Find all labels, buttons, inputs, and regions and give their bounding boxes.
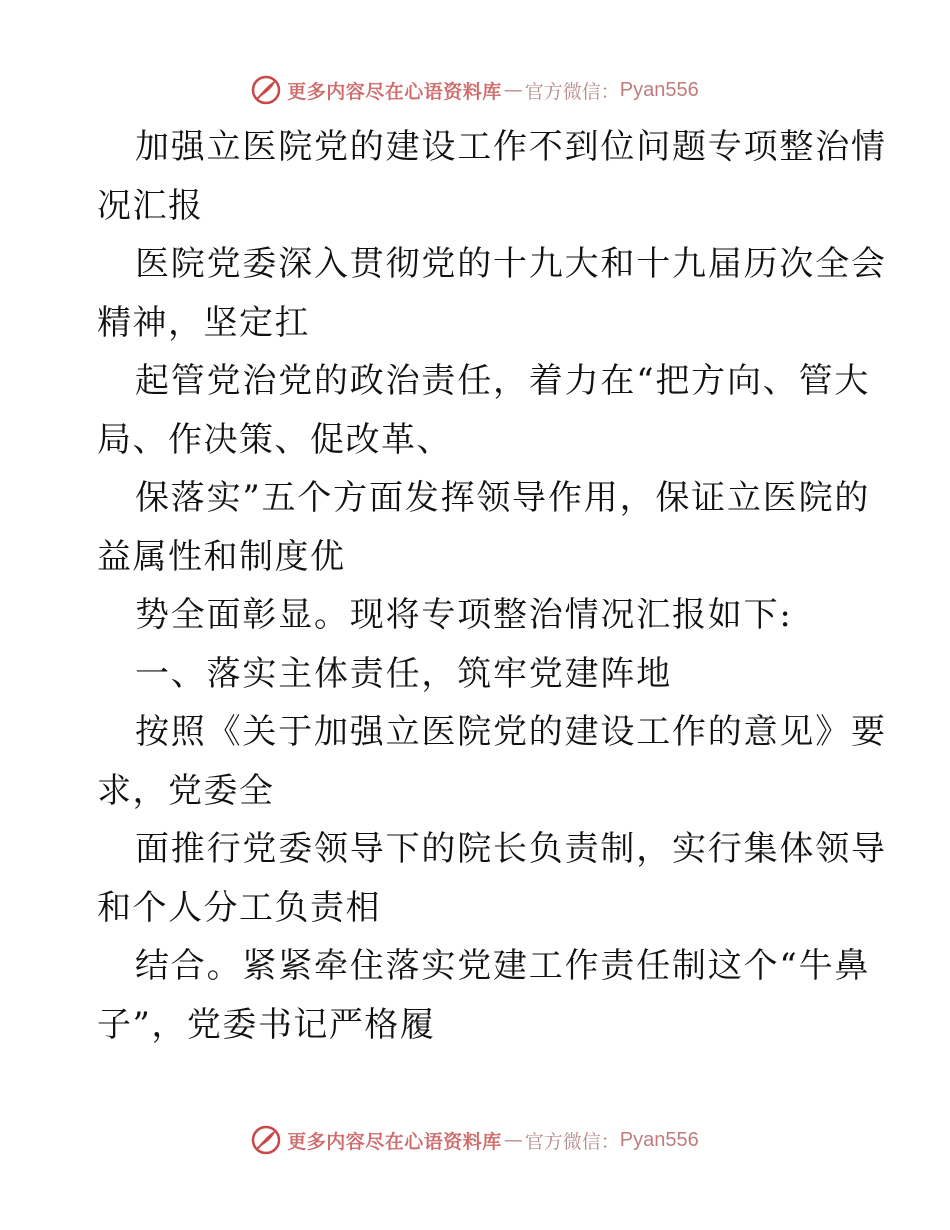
paragraph-line: 起管党治党的政治责任，着力在“把方向、管大 — [135, 361, 871, 401]
paragraph-line: 势全面彰显。现将专项整治情况汇报如下: — [135, 595, 793, 635]
promo-text: 更多内容尽在心语资料库 — [287, 1130, 502, 1153]
separator-dash: — — [503, 79, 523, 101]
paragraph-line: 面推行党委领导下的院长负责制，实行集体领导 — [135, 829, 887, 869]
header-watermark-banner — [0, 70, 950, 110]
wechat-id: Pyan556 — [619, 78, 699, 101]
paragraph-line: 和个人分工负责相 — [97, 887, 381, 928]
paragraph-line: 子”，党委书记严格履 — [97, 1004, 436, 1045]
separator-dash: — — [503, 1129, 523, 1151]
paragraph-line: 求，党委全 — [97, 770, 275, 811]
paragraph-line: 保落实”五个方面发挥领导作用，保证立医院的 — [135, 478, 871, 518]
paragraph-line: 局、作决策、促改革、 — [97, 419, 452, 460]
document-title-line-2: 况汇报 — [97, 185, 204, 226]
section-heading: 一、落实主体责任，筑牢党建阵地 — [135, 653, 672, 694]
document-body — [97, 118, 887, 1054]
paragraph-line: 医院党委深入贯彻党的十九大和十九届历次全会 — [135, 244, 887, 284]
paragraph-line: 益属性和制度优 — [97, 536, 346, 577]
paragraph-line: 精神，坚定扛 — [97, 302, 310, 343]
footer-watermark-banner — [0, 1120, 950, 1160]
paragraph-line: 按照《关于加强立医院党的建设工作的意见》要 — [135, 712, 887, 752]
wechat-id: Pyan556 — [619, 1128, 699, 1151]
wechat-label: 官方微信： — [524, 80, 620, 103]
promo-text: 更多内容尽在心语资料库 — [287, 80, 502, 103]
red-feather-quill-logo-icon — [251, 1125, 281, 1155]
paragraph-line: 结合。紧紧牵住落实党建工作责任制这个“牛鼻 — [135, 946, 871, 986]
document-title-line-1: 加强立医院党的建设工作不到位问题专项整治情 — [135, 127, 887, 167]
red-feather-quill-logo-icon — [251, 75, 281, 105]
wechat-label: 官方微信： — [524, 1130, 620, 1153]
